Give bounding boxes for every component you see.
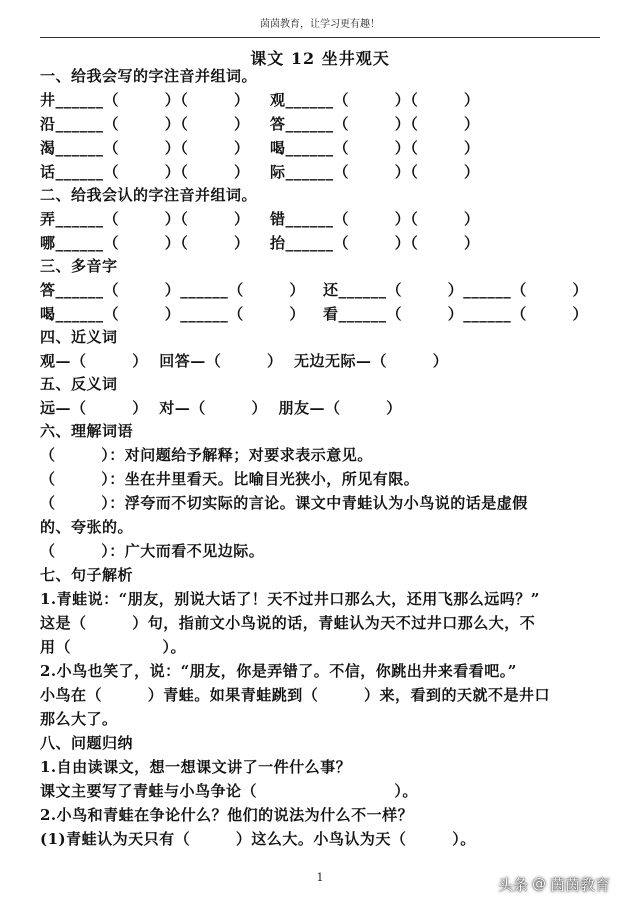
row-left: 弄______（ ）（ ） bbox=[40, 210, 250, 228]
definition-line: （ ）：广大而看不见边际。 bbox=[40, 542, 265, 560]
sentence-line: 2.小鸟也笑了，说：“朋友，你是弄错了。不信，你跳出井来看看吧。” bbox=[40, 662, 517, 680]
section-7-heading: 七、句子解析 bbox=[40, 566, 134, 584]
row-right: 错______（ ）（ ） bbox=[270, 210, 480, 228]
row-right: 还______（ ）______（ ） bbox=[323, 281, 589, 299]
exercise-row bbox=[40, 279, 589, 301]
exercise-row bbox=[40, 161, 480, 183]
row-right: 际______（ ）（ ） bbox=[270, 163, 480, 181]
row-left: 渴______（ ）（ ） bbox=[40, 139, 250, 157]
exercise-row bbox=[40, 232, 480, 254]
section-2-heading: 二、给我会认的字注音并组词。 bbox=[40, 186, 258, 204]
sentence-line: 用（ ）。 bbox=[40, 638, 187, 656]
header-slogan: 茵茵教育，让学习更有趣！ bbox=[260, 19, 380, 30]
exercise-row bbox=[40, 137, 480, 159]
row-right: 喝______（ ）（ ） bbox=[270, 139, 480, 157]
row-left: 哪______（ ）（ ） bbox=[40, 234, 250, 252]
sentence-line: 那么大了。 bbox=[40, 710, 118, 728]
question-line: (1)青蛙认为天只有（ ）这么大。小鸟认为天（ ）。 bbox=[40, 830, 476, 848]
row-left: 话______（ ）（ ） bbox=[40, 163, 250, 181]
row-left: 井______（ ）（ ） bbox=[40, 91, 250, 109]
watermark-prefix: 头条 bbox=[498, 875, 529, 894]
sentence-line: 小鸟在（ ）青蛙。如果青蛙跳到（ ）来，看到的天就不是井口 bbox=[40, 686, 551, 704]
section-3-heading: 三、多音字 bbox=[40, 257, 118, 275]
definition-line: （ ）：对问题给予解释；对要求表示意见。 bbox=[40, 446, 373, 464]
exercise-row bbox=[40, 113, 480, 135]
page-title: 课文 12 坐井观天 bbox=[250, 49, 390, 68]
section-4-heading: 四、近义词 bbox=[40, 328, 118, 346]
row-right: 观______（ ）（ ） bbox=[270, 91, 480, 109]
antonym-line: 远—（ ） 对—（ ） 朋友—（ ） bbox=[40, 399, 402, 417]
exercise-row bbox=[40, 303, 589, 325]
sentence-line: 1.青蛙说：“朋友，别说大话了！天不过井口那么大，还用飞那么远吗？” bbox=[40, 590, 540, 608]
row-left: 沿______（ ）（ ） bbox=[40, 115, 250, 133]
exercise-row bbox=[40, 89, 480, 111]
question-line: 课文主要写了青蛙与小鸟争论（ ）。 bbox=[40, 782, 418, 800]
synonym-line: 观—（ ） 回答—（ ） 无边无际—（ ） bbox=[40, 352, 449, 370]
definition-line: （ ）：浮夸而不切实际的言论。课文中青蛙认为小鸟说的话是虚假 bbox=[40, 494, 528, 512]
row-right: 看______（ ）______（ ） bbox=[323, 305, 589, 323]
question-line: 2.小鸟和青蛙在争论什么？他们的说法为什么不一样？ bbox=[40, 806, 414, 824]
page-number: 1 bbox=[316, 871, 324, 884]
section-5-heading: 五、反义词 bbox=[40, 375, 118, 393]
exercise-row bbox=[40, 208, 480, 230]
section-8-heading: 八、问题归纳 bbox=[40, 734, 134, 752]
sentence-line: 这是（ ）句，指前文小鸟说的话，青蛙认为天不过井口那么大，不 bbox=[40, 614, 536, 632]
question-line: 1.自由读课文，想一想课文讲了一件什么事？ bbox=[40, 758, 352, 776]
definition-line: （ ）：坐在井里看天。比喻目光狭小，所见有限。 bbox=[40, 470, 420, 488]
section-1-heading: 一、给我会写的字注音并组词。 bbox=[40, 67, 258, 85]
header-rule bbox=[40, 37, 600, 38]
row-left: 答______（ ）______（ ） bbox=[40, 281, 306, 299]
row-right: 答______（ ）（ ） bbox=[270, 115, 480, 133]
definition-line-continued: 的、夸张的。 bbox=[40, 518, 134, 536]
section-6-heading: 六、理解词语 bbox=[40, 422, 134, 440]
watermark-at: @ bbox=[532, 876, 547, 892]
row-left: 喝______（ ）______（ ） bbox=[40, 305, 306, 323]
watermark-account: 茵茵教育 bbox=[550, 875, 611, 894]
row-right: 抬______（ ）（ ） bbox=[270, 234, 480, 252]
watermark bbox=[498, 871, 628, 897]
